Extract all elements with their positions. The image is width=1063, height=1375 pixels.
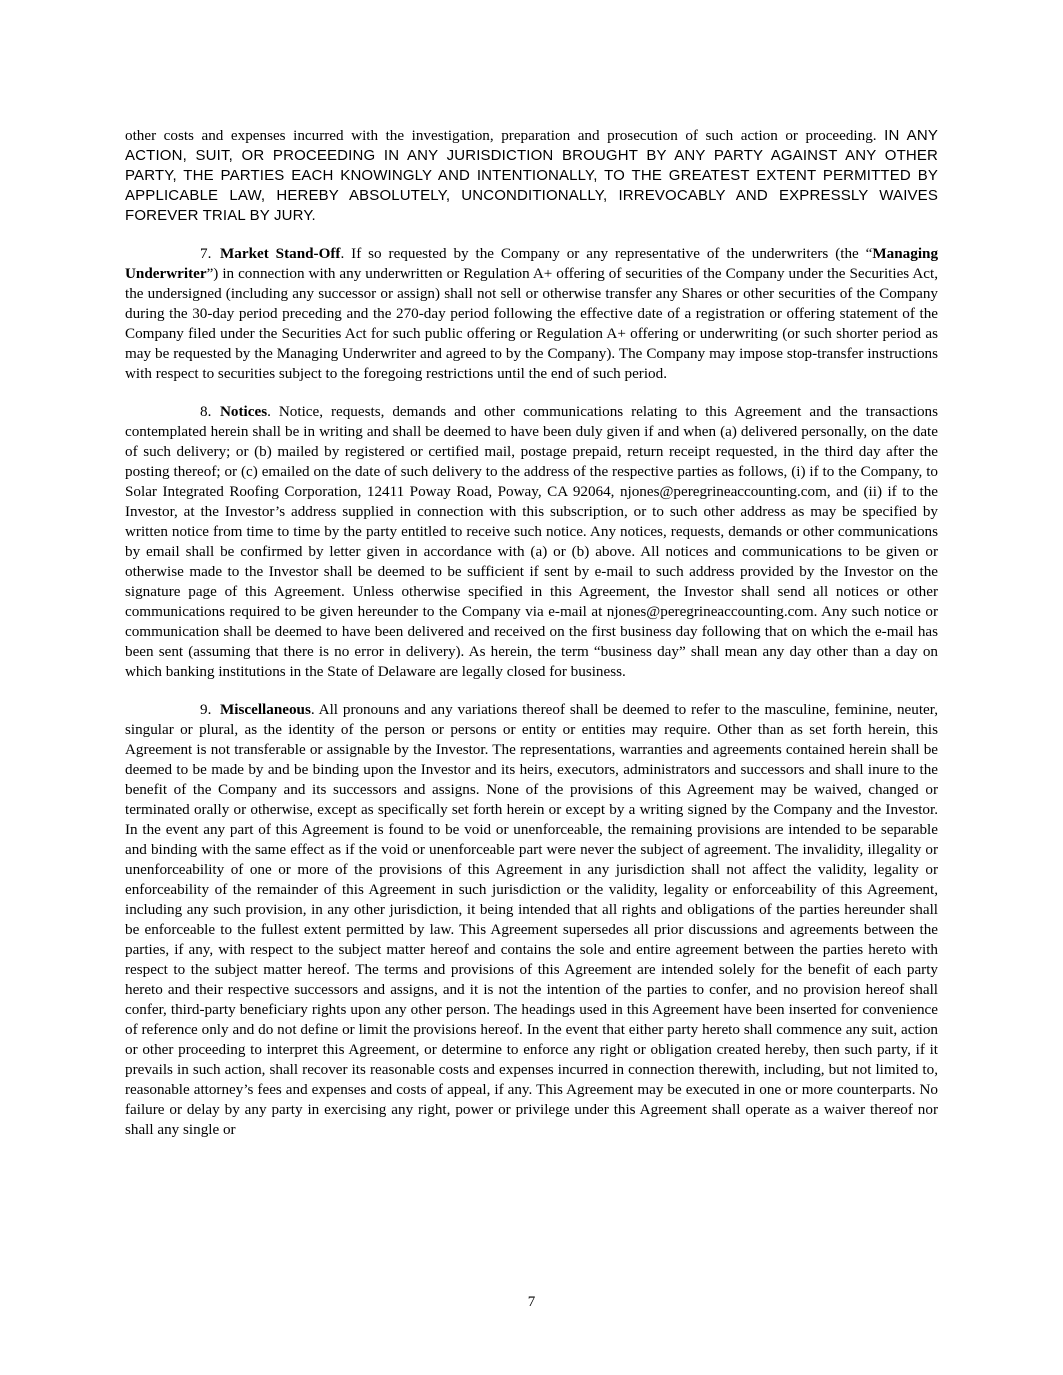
paragraph-6-text: other costs and expenses incurred with the investigation, preparation and prosecution of such action or proceeding. — [125, 127, 885, 144]
section-8-notices — [125, 402, 938, 682]
document-body — [125, 126, 938, 1140]
section-7-heading: Market Stand-Off — [220, 245, 341, 262]
section-9-heading: Miscellaneous — [220, 701, 311, 718]
section-8-heading: Notices — [220, 403, 268, 420]
section-8-text: . Notice, requests, demands and other communications relating to this Agreement and the transactions contemplated herein shall be in writing and shall be deemed to have been duly given if and when (a) delivered personally, on the date of such delivery; or (b) mailed by registered or certified mail, postage prepaid, return receipt requested, in the third day after the posting thereof; or (c) emailed on the date of such delivery to the address of the respective parties as follows, (i) if to the Company, to Solar Integrated Roofing Corporation, 12411 Poway Road, Poway, CA 92064, njones@peregrineaccounting.com, and (ii) if to the Investor, at the Investor’s address supplied in connection with this subscription, or to such other address as may be specified by written notice from time to time by the party entitled to receive such notice. Any notices, requests, demands or other communications by email shall be confirmed by letter given in accordance with (a) or (b) above. All notices and communications to be given or otherwise made to the Investor shall be deemed to be sufficient if sent by e-mail to such address provided by the Investor on the signature page of this Agreement. Unless otherwise specified in this Agreement, the Investor shall send all notices or other communications required to be given hereunder to the Company via e-mail at njones@peregrineaccounting.com. Any such notice or communication shall be deemed to have been delivered and received on the first business day following that on which the e-mail has been sent (assuming that there is no error in delivery). As herein, the term “business day” shall mean any day other than a day on which banking institutions in the State of Delaware are legally closed for business. — [125, 403, 938, 680]
paragraph-6-continuation — [125, 126, 938, 226]
section-7-text-a: . If so requested by the Company or any representative of the underwriters (the “ — [340, 245, 873, 262]
section-9-number: 9. — [200, 701, 212, 718]
page-number: 7 — [527, 1294, 536, 1310]
section-7-market-stand-off — [125, 244, 938, 384]
section-8-number: 8. — [200, 403, 212, 420]
section-9-miscellaneous — [125, 700, 938, 1140]
section-7-text-b: ”) in connection with any underwritten or Regulation A+ offering of securities of the Company under the Securities Act, the undersigned (including any successor or assign) shall not sell or otherwise transfer any Shares or other securities of the Company during the 30-day period preceding and the 270-day period following the effective date of a registration or offering statement of the Company filed under the Securities Act for such public offering or Regulation A+ offering or underwriting (or such shorter period as may be requested by the Managing Underwriter and agreed to by the Company). The Company may impose stop-transfer instructions with respect to securities subject to the foregoing restrictions until the end of such period. — [125, 265, 938, 382]
jury-waiver-text: IN ANY ACTION, SUIT, OR PROCEEDING IN ANY JURISDICTION BROUGHT BY ANY PARTY AGAINST ANY OTHER PARTY, THE PARTIES EACH KNOWINGLY AND INTENTIONALLY, TO THE GREATEST EXTENT PERMITTED BY APPLICABLE LAW, HEREBY ABSOLUTELY, UNCONDITIONALLY, IRREVOCABLY AND EXPRESSLY WAIVES FOREVER TRIAL BY JURY. — [125, 127, 938, 224]
section-7-number: 7. — [200, 245, 212, 262]
section-9-text: . All pronouns and any variations thereof shall be deemed to refer to the masculine, feminine, neuter, singular or plural, as the identity of the person or persons or entity or entities may require. Other than as set forth herein, this Agreement is not transferable or assignable by the Investor. The representations, warranties and agreements contained herein shall be deemed to be made by and be binding upon the Investor and its heirs, executors, administrators and successors and shall inure to the benefit of the Company and its successors and assigns. None of the provisions of this Agreement may be waived, changed or terminated orally or otherwise, except as specifically set forth herein or except by a writing signed by the Company and the Investor. In the event any part of this Agreement is found to be void or unenforceable, the remaining provisions are intended to be separable and binding with the same effect as if the void or unenforceable part were never the subject of agreement. The invalidity, illegality or unenforceability of one or more of the provisions of this Agreement in any jurisdiction shall not affect the validity, legality or enforceability of the remainder of this Agreement in such jurisdiction or the validity, legality or enforceability of this Agreement, including any such provision, in any other jurisdiction, it being intended that all rights and obligations of the parties hereunder shall be enforceable to the fullest extent permitted by law. This Agreement supersedes all prior discussions and agreements between the parties, if any, with respect to the subject matter hereof and contains the sole and entire agreement between the parties hereto with respect to the subject matter hereof. The terms and provisions of this Agreement are intended solely for the benefit of each party hereto and their respective successors and assigns, and it is not the intention of the parties to confer, and no provision hereof shall confer, third-party beneficiary rights upon any other person. The headings used in this Agreement have been inserted for convenience of reference only and do not define or limit the provisions hereof. In the event that either party hereto shall commence any suit, action or other proceeding to interpret this Agreement, or determine to enforce any right or obligation created hereby, then such party, if it prevails in such action, shall recover its reasonable costs and expenses incurred in connection therewith, including, but not limited to, reasonable attorney’s fees and expenses and costs of appeal, if any. This Agreement may be executed in one or more counterparts. No failure or delay by any party in exercising any right, power or privilege under this Agreement shall operate as a waiver thereof nor shall any single or — [125, 701, 938, 1138]
managing-underwriter-term: Managing Underwriter — [125, 245, 939, 282]
